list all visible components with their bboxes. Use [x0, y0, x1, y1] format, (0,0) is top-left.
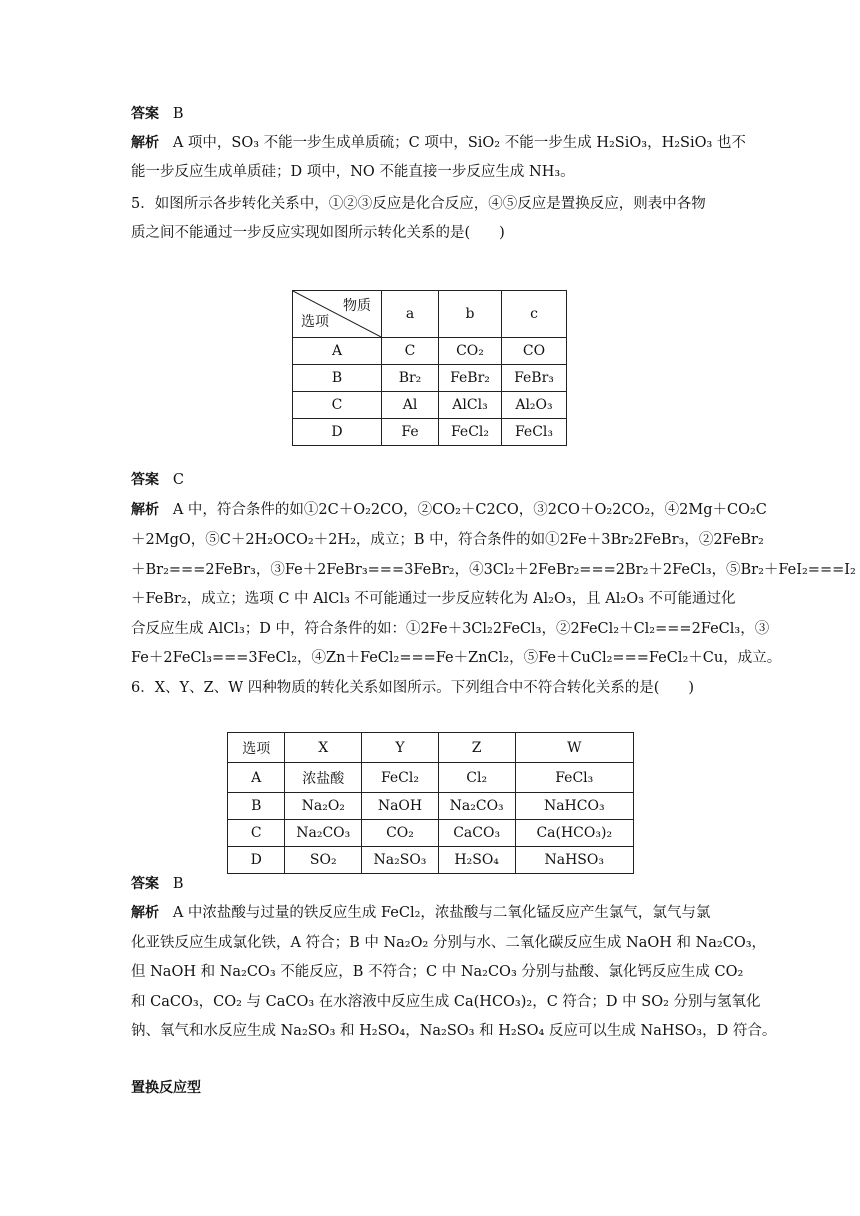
answer-value: B [172, 106, 184, 122]
header-cell: a [382, 291, 439, 338]
table-cell: Br₂ [382, 365, 439, 392]
table-cell: C [382, 338, 439, 365]
table-header-row [228, 733, 634, 763]
table-row [228, 793, 634, 820]
corner-top-label: 物质 [343, 298, 371, 314]
table-cell: Na₂SO₃ [362, 847, 439, 874]
table-cell: Al [382, 392, 439, 419]
table-cell: SO₂ [285, 847, 362, 874]
header-cell: Y [362, 733, 439, 763]
table-row [228, 763, 634, 793]
q5-answer-line [131, 470, 184, 490]
table-cell: CaCO₃ [438, 820, 515, 847]
table-cell: D [228, 847, 285, 874]
analysis-label: 解析 [131, 502, 159, 518]
header-cell: c [502, 291, 567, 338]
table-cell: C [293, 392, 382, 419]
q6-answer-line [131, 874, 183, 894]
table-cell: D [293, 419, 382, 446]
table-cell: AlCl₃ [439, 392, 502, 419]
q6-table [227, 732, 634, 874]
q4-answer-line [131, 104, 183, 124]
analysis-text: A 项中，SO₃ 不能一步生成单质硫；C 项中，SiO₂ 不能一步生成 H₂SiO₃，H₂SiO₃ 也不 [172, 135, 746, 151]
q5-analysis-line-2: ＋2MgO，⑤C＋2H₂OCO₂＋2H₂，成立；B 中，符合条件的如①2Fe＋3Br₂2FeBr₃，②2FeBr₂ [131, 532, 764, 548]
header-cell: b [439, 291, 502, 338]
analysis-text: A 中浓盐酸与过量的铁反应生成 FeCl₂，浓盐酸与二氧化锰反应产生氯气，氯气与氯 [172, 905, 711, 921]
q4-analysis-line-1 [131, 133, 746, 153]
q5-analysis-line-1 [131, 500, 767, 520]
table-cell: Ca(HCO₃)₂ [515, 820, 633, 847]
answer-label: 答案 [131, 472, 159, 488]
header-cell: W [515, 733, 633, 763]
table-row [293, 419, 567, 446]
table-cell: FeCl₂ [439, 419, 502, 446]
table-cell: Al₂O₃ [502, 392, 567, 419]
q5-stem-line-1: 5．如图所示各步转化关系中，①②③反应是化合反应，④⑤反应是置换反应，则表中各物 [131, 196, 706, 212]
analysis-text: A 中，符合条件的如①2C＋O₂2CO，②CO₂＋C2CO，③2CO＋O₂2CO₂，④2Mg＋CO₂C [172, 502, 767, 518]
table-cell: A [228, 763, 285, 793]
table-cell: NaHSO₃ [515, 847, 633, 874]
table-cell: NaHCO₃ [515, 793, 633, 820]
q5-analysis-line-6: Fe＋2FeCl₃===3FeCl₂，④Zn＋FeCl₂===Fe＋ZnCl₂，⑤Fe＋CuCl₂===FeCl₂＋Cu，成立。 [131, 650, 782, 666]
table-header-row [293, 291, 567, 338]
table-cell: Na₂CO₃ [285, 820, 362, 847]
q5-stem-line-2: 质之间不能通过一步反应实现如图所示转化关系的是( ) [131, 225, 505, 241]
q6-analysis-line-4: 和 CaCO₃，CO₂ 与 CaCO₃ 在水溶液中反应生成 Ca(HCO₃)₂，C 符合；D 中 SO₂ 分别与氢氧化 [131, 994, 761, 1010]
q5-table [292, 290, 567, 446]
table-cell: FeCl₃ [515, 763, 633, 793]
table-cell: Fe [382, 419, 439, 446]
table-row [293, 338, 567, 365]
table-cell: CO [502, 338, 567, 365]
q6-analysis-line-1 [131, 903, 710, 923]
section-heading: 置换反应型 [131, 1080, 201, 1096]
q6-analysis-line-3: 但 NaOH 和 Na₂CO₃ 不能反应，B 不符合；C 中 Na₂CO₃ 分别与盐酸、氯化钙反应生成 CO₂ [131, 964, 744, 980]
table-cell: FeCl₂ [362, 763, 439, 793]
q5-analysis-line-3: ＋Br₂===2FeBr₃，③Fe＋2FeBr₃===3FeBr₂，④3Cl₂＋2FeBr₂===2Br₂＋2FeCl₃，⑤Br₂＋FeI₂===I₂ [131, 562, 856, 578]
table-row [293, 392, 567, 419]
table-cell: 浓盐酸 [285, 763, 362, 793]
table-cell: A [293, 338, 382, 365]
q4-analysis-line-2: 能一步反应生成单质硅；D 项中，NO 不能直接一步反应生成 NH₃。 [131, 164, 575, 180]
table-cell: H₂SO₄ [438, 847, 515, 874]
table-row [293, 365, 567, 392]
table-cell: B [293, 365, 382, 392]
analysis-label: 解析 [131, 135, 159, 151]
table-cell: Na₂O₂ [285, 793, 362, 820]
table-cell: CO₂ [362, 820, 439, 847]
header-cell: 选项 [228, 733, 285, 763]
q5-analysis-line-5: 合反应生成 AlCl₃；D 中，符合条件的如：①2Fe＋3Cl₂2FeCl₃，②2FeCl₂＋Cl₂===2FeCl₃，③ [131, 621, 770, 637]
answer-value: C [172, 472, 184, 488]
answer-value: B [172, 876, 184, 892]
header-cell: Z [438, 733, 515, 763]
table-row [228, 847, 634, 874]
q5-analysis-line-4: ＋FeBr₂，成立；选项 C 中 AlCl₃ 不可能通过一步反应转化为 Al₂O₃，且 Al₂O₃ 不可能通过化 [131, 591, 736, 607]
table-cell: B [228, 793, 285, 820]
table-cell: FeBr₃ [502, 365, 567, 392]
table-row [228, 820, 634, 847]
table-cell: NaOH [362, 793, 439, 820]
q6-analysis-line-2: 化亚铁反应生成氯化铁，A 符合；B 中 Na₂O₂ 分别与水、二氧化碳反应生成 NaOH 和 Na₂CO₃， [131, 935, 767, 951]
corner-bottom-label: 选项 [301, 314, 329, 330]
header-cell: X [285, 733, 362, 763]
table-cell: CO₂ [439, 338, 502, 365]
table-cell: FeBr₂ [439, 365, 502, 392]
table-cell: Cl₂ [438, 763, 515, 793]
q6-stem: 6．X、Y、Z、W 四种物质的转化关系如图所示。下列组合中不符合转化关系的是( ) [131, 680, 695, 696]
answer-label: 答案 [131, 106, 159, 122]
analysis-label: 解析 [131, 905, 159, 921]
answer-label: 答案 [131, 876, 159, 892]
corner-header-cell [293, 291, 382, 338]
table-cell: Na₂CO₃ [438, 793, 515, 820]
q6-analysis-line-5: 钠、氧气和水反应生成 Na₂SO₃ 和 H₂SO₄，Na₂SO₃ 和 H₂SO₄ 反应可以生成 NaHSO₃，D 符合。 [131, 1023, 777, 1039]
table-cell: C [228, 820, 285, 847]
table-cell: FeCl₃ [502, 419, 567, 446]
